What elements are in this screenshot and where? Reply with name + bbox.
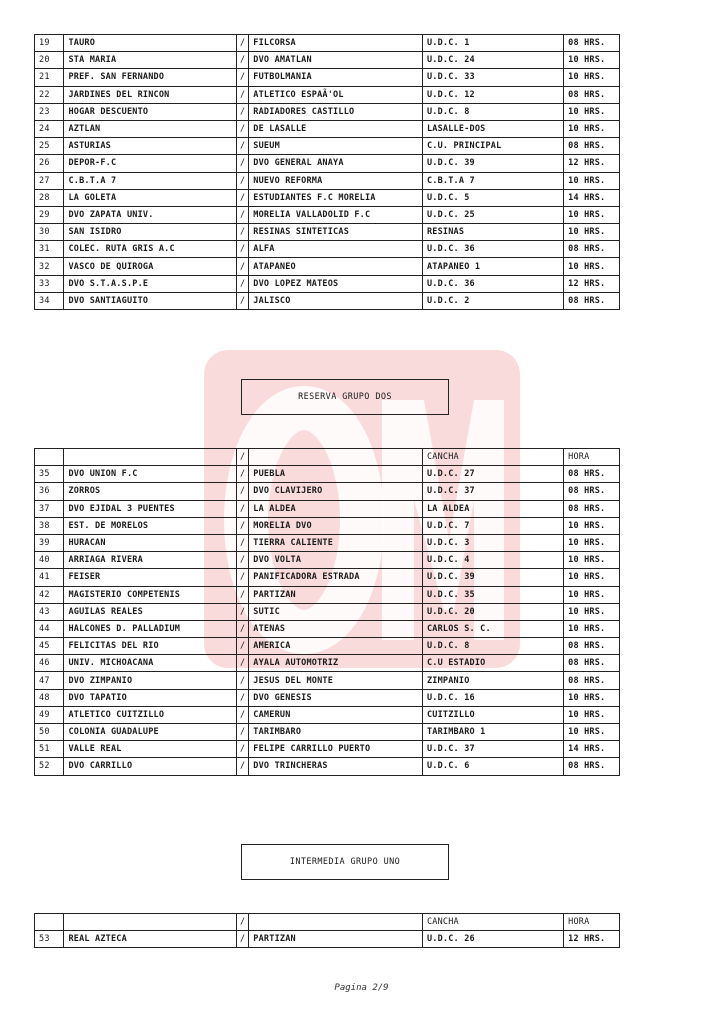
table-row xyxy=(35,655,620,672)
header-match-number-cell xyxy=(35,914,64,931)
header-match-number-cell xyxy=(35,449,64,466)
match-number-cell: 24 xyxy=(35,120,64,137)
home-team-cell: AZTLAN xyxy=(64,120,237,137)
separator-cell: / xyxy=(237,931,249,948)
match-number-cell: 51 xyxy=(35,741,64,758)
hour-cell: 10 HRS. xyxy=(564,706,620,723)
separator-cell: / xyxy=(237,741,249,758)
table-row xyxy=(35,155,620,172)
home-team-cell: SAN ISIDRO xyxy=(64,224,237,241)
home-team-cell: DVO EJIDAL 3 PUENTES xyxy=(64,500,237,517)
match-number-cell: 48 xyxy=(35,689,64,706)
separator-cell: / xyxy=(237,69,249,86)
away-team-cell: ATLETICO ESPAÃ'OL xyxy=(249,86,423,103)
separator-cell: / xyxy=(237,120,249,137)
header-hour-cell: HORA xyxy=(564,914,620,931)
separator-cell: / xyxy=(237,758,249,775)
hour-cell: 10 HRS. xyxy=(564,689,620,706)
hour-cell: 12 HRS. xyxy=(564,155,620,172)
separator-cell: / xyxy=(237,500,249,517)
venue-cell: U.D.C. 12 xyxy=(422,86,563,103)
section-title-reserva-grupo-dos: RESERVA GRUPO DOS xyxy=(241,379,449,415)
venue-cell: U.D.C. 27 xyxy=(422,466,563,483)
hour-cell: 10 HRS. xyxy=(564,172,620,189)
away-team-cell: PARTIZAN xyxy=(249,586,423,603)
fixtures-table-reserva-grupo-dos xyxy=(34,448,620,776)
hour-cell: 12 HRS. xyxy=(564,275,620,292)
home-team-cell: PREF. SAN FERNANDO xyxy=(64,69,237,86)
hour-cell: 10 HRS. xyxy=(564,120,620,137)
hour-cell: 10 HRS. xyxy=(564,258,620,275)
home-team-cell: ZORROS xyxy=(64,483,237,500)
match-number-cell: 50 xyxy=(35,724,64,741)
table-row xyxy=(35,552,620,569)
separator-cell: / xyxy=(237,189,249,206)
header-hour-cell: HORA xyxy=(564,449,620,466)
home-team-cell: ATLETICO CUITZILLO xyxy=(64,706,237,723)
match-number-cell: 22 xyxy=(35,86,64,103)
hour-cell: 08 HRS. xyxy=(564,138,620,155)
table-row xyxy=(35,120,620,137)
home-team-cell: ASTURIAS xyxy=(64,138,237,155)
hour-cell: 08 HRS. xyxy=(564,86,620,103)
hour-cell: 08 HRS. xyxy=(564,672,620,689)
home-team-cell: VASCO DE QUIROGA xyxy=(64,258,237,275)
table-row xyxy=(35,672,620,689)
venue-cell: U.D.C. 2 xyxy=(422,292,563,309)
header-separator-cell: / xyxy=(237,449,249,466)
match-number-cell: 29 xyxy=(35,206,64,223)
hour-cell: 10 HRS. xyxy=(564,52,620,69)
hour-cell: 10 HRS. xyxy=(564,569,620,586)
venue-cell: U.D.C. 36 xyxy=(422,275,563,292)
table-row xyxy=(35,500,620,517)
match-number-cell: 49 xyxy=(35,706,64,723)
away-team-cell: DVO LOPEZ MATEOS xyxy=(249,275,423,292)
separator-cell: / xyxy=(237,52,249,69)
table-row xyxy=(35,138,620,155)
table-row xyxy=(35,35,620,52)
hour-cell: 08 HRS. xyxy=(564,292,620,309)
venue-cell: U.D.C. 4 xyxy=(422,552,563,569)
table-row xyxy=(35,466,620,483)
match-number-cell: 38 xyxy=(35,517,64,534)
home-team-cell: MAGISTERIO COMPETENIS xyxy=(64,586,237,603)
venue-cell: C.B.T.A 7 xyxy=(422,172,563,189)
away-team-cell: MORELIA DVO xyxy=(249,517,423,534)
table-header-row xyxy=(35,449,620,466)
fixtures-table-continued xyxy=(34,34,620,310)
home-team-cell: VALLE REAL xyxy=(64,741,237,758)
home-team-cell: HALCONES D. PALLADIUM xyxy=(64,620,237,637)
home-team-cell: AGUILAS REALES xyxy=(64,603,237,620)
away-team-cell: ESTUDIANTES F.C MORELIA xyxy=(249,189,423,206)
separator-cell: / xyxy=(237,258,249,275)
away-team-cell: DVO AMATLAN xyxy=(249,52,423,69)
hour-cell: 10 HRS. xyxy=(564,103,620,120)
away-team-cell: AMERICA xyxy=(249,638,423,655)
away-team-cell: RESINAS SINTETICAS xyxy=(249,224,423,241)
hour-cell: 10 HRS. xyxy=(564,586,620,603)
home-team-cell: DVO TAPATIO xyxy=(64,689,237,706)
home-team-cell: JARDINES DEL RINCON xyxy=(64,86,237,103)
table-row xyxy=(35,292,620,309)
header-home-team-cell xyxy=(64,449,237,466)
separator-cell: / xyxy=(237,103,249,120)
venue-cell: U.D.C. 5 xyxy=(422,189,563,206)
home-team-cell: REAL AZTECA xyxy=(64,931,237,948)
match-number-cell: 34 xyxy=(35,292,64,309)
separator-cell: / xyxy=(237,689,249,706)
away-team-cell: DVO GENESIS xyxy=(249,689,423,706)
hour-cell: 10 HRS. xyxy=(564,517,620,534)
table-header-row xyxy=(35,914,620,931)
venue-cell: RESINAS xyxy=(422,224,563,241)
table-row xyxy=(35,275,620,292)
match-number-cell: 28 xyxy=(35,189,64,206)
table-row xyxy=(35,52,620,69)
hour-cell: 14 HRS. xyxy=(564,189,620,206)
match-number-cell: 46 xyxy=(35,655,64,672)
match-number-cell: 26 xyxy=(35,155,64,172)
separator-cell: / xyxy=(237,483,249,500)
separator-cell: / xyxy=(237,224,249,241)
venue-cell: U.D.C. 37 xyxy=(422,741,563,758)
match-number-cell: 39 xyxy=(35,534,64,551)
home-team-cell: DVO ZIMPANIO xyxy=(64,672,237,689)
match-number-cell: 41 xyxy=(35,569,64,586)
hour-cell: 08 HRS. xyxy=(564,241,620,258)
hour-cell: 08 HRS. xyxy=(564,35,620,52)
away-team-cell: DE LASALLE xyxy=(249,120,423,137)
header-home-team-cell xyxy=(64,914,237,931)
table-row xyxy=(35,258,620,275)
hour-cell: 10 HRS. xyxy=(564,534,620,551)
venue-cell: LA ALDEA xyxy=(422,500,563,517)
match-number-cell: 25 xyxy=(35,138,64,155)
away-team-cell: SUEUM xyxy=(249,138,423,155)
hour-cell: 14 HRS. xyxy=(564,741,620,758)
venue-cell: U.D.C. 36 xyxy=(422,241,563,258)
fixtures-table-intermedia-grupo-uno xyxy=(34,913,620,948)
home-team-cell: UNIV. MICHOACANA xyxy=(64,655,237,672)
match-number-cell: 23 xyxy=(35,103,64,120)
home-team-cell: FEISER xyxy=(64,569,237,586)
venue-cell: C.U ESTADIO xyxy=(422,655,563,672)
venue-cell: U.D.C. 7 xyxy=(422,517,563,534)
venue-cell: U.D.C. 39 xyxy=(422,569,563,586)
section-title-intermedia-grupo-uno: INTERMEDIA GRUPO UNO xyxy=(241,844,449,880)
hour-cell: 10 HRS. xyxy=(564,620,620,637)
venue-cell: ZIMPANIO xyxy=(422,672,563,689)
home-team-cell: COLEC. RUTA GRIS A.C xyxy=(64,241,237,258)
header-away-team-cell xyxy=(249,914,423,931)
home-team-cell: FELICITAS DEL RIO xyxy=(64,638,237,655)
header-venue-cell: CANCHA xyxy=(422,449,563,466)
match-number-cell: 30 xyxy=(35,224,64,241)
match-number-cell: 19 xyxy=(35,35,64,52)
away-team-cell: ATAPANEO xyxy=(249,258,423,275)
match-number-cell: 43 xyxy=(35,603,64,620)
hour-cell: 08 HRS. xyxy=(564,655,620,672)
venue-cell: TARIMBARO 1 xyxy=(422,724,563,741)
away-team-cell: FELIPE CARRILLO PUERTO xyxy=(249,741,423,758)
home-team-cell: EST. DE MORELOS xyxy=(64,517,237,534)
away-team-cell: PANIFICADORA ESTRADA xyxy=(249,569,423,586)
venue-cell: U.D.C. 24 xyxy=(422,52,563,69)
header-away-team-cell xyxy=(249,449,423,466)
separator-cell: / xyxy=(237,206,249,223)
match-number-cell: 31 xyxy=(35,241,64,258)
table-row xyxy=(35,741,620,758)
table-row xyxy=(35,224,620,241)
away-team-cell: ALFA xyxy=(249,241,423,258)
venue-cell: U.D.C. 33 xyxy=(422,69,563,86)
separator-cell: / xyxy=(237,724,249,741)
separator-cell: / xyxy=(237,552,249,569)
away-team-cell: NUEVO REFORMA xyxy=(249,172,423,189)
header-separator-cell: / xyxy=(237,914,249,931)
table-row xyxy=(35,689,620,706)
separator-cell: / xyxy=(237,86,249,103)
match-number-cell: 36 xyxy=(35,483,64,500)
away-team-cell: SUTIC xyxy=(249,603,423,620)
away-team-cell: DVO CLAVIJERO xyxy=(249,483,423,500)
hour-cell: 08 HRS. xyxy=(564,483,620,500)
home-team-cell: HURACAN xyxy=(64,534,237,551)
venue-cell: U.D.C. 1 xyxy=(422,35,563,52)
page-number: Pagina 2/9 xyxy=(334,983,389,993)
match-number-cell: 20 xyxy=(35,52,64,69)
separator-cell: / xyxy=(237,172,249,189)
separator-cell: / xyxy=(237,241,249,258)
away-team-cell: DVO TRINCHERAS xyxy=(249,758,423,775)
header-venue-cell: CANCHA xyxy=(422,914,563,931)
separator-cell: / xyxy=(237,466,249,483)
home-team-cell: HOGAR DESCUENTO xyxy=(64,103,237,120)
match-number-cell: 32 xyxy=(35,258,64,275)
away-team-cell: MORELIA VALLADOLID F.C xyxy=(249,206,423,223)
table-row xyxy=(35,569,620,586)
home-team-cell: TAURO xyxy=(64,35,237,52)
venue-cell: U.D.C. 8 xyxy=(422,638,563,655)
home-team-cell: DVO UNION F.C xyxy=(64,466,237,483)
match-number-cell: 21 xyxy=(35,69,64,86)
table-row xyxy=(35,706,620,723)
hour-cell: 10 HRS. xyxy=(564,69,620,86)
match-number-cell: 44 xyxy=(35,620,64,637)
venue-cell: U.D.C. 8 xyxy=(422,103,563,120)
separator-cell: / xyxy=(237,275,249,292)
home-team-cell: DVO S.T.A.S.P.E xyxy=(64,275,237,292)
hour-cell: 12 HRS. xyxy=(564,931,620,948)
venue-cell: U.D.C. 16 xyxy=(422,689,563,706)
table-row xyxy=(35,241,620,258)
separator-cell: / xyxy=(237,292,249,309)
table-row xyxy=(35,86,620,103)
home-team-cell: LA GOLETA xyxy=(64,189,237,206)
home-team-cell: DEPOR-F.C xyxy=(64,155,237,172)
home-team-cell: ARRIAGA RIVERA xyxy=(64,552,237,569)
hour-cell: 08 HRS. xyxy=(564,638,620,655)
hour-cell: 10 HRS. xyxy=(564,206,620,223)
separator-cell: / xyxy=(237,586,249,603)
table-row xyxy=(35,172,620,189)
hour-cell: 10 HRS. xyxy=(564,224,620,241)
venue-cell: CUITZILLO xyxy=(422,706,563,723)
hour-cell: 10 HRS. xyxy=(564,603,620,620)
table-row xyxy=(35,758,620,775)
home-team-cell: C.B.T.A 7 xyxy=(64,172,237,189)
separator-cell: / xyxy=(237,155,249,172)
table-row xyxy=(35,517,620,534)
away-team-cell: RADIADORES CASTILLO xyxy=(249,103,423,120)
separator-cell: / xyxy=(237,35,249,52)
away-team-cell: TIERRA CALIENTE xyxy=(249,534,423,551)
away-team-cell: JESUS DEL MONTE xyxy=(249,672,423,689)
venue-cell: U.D.C. 37 xyxy=(422,483,563,500)
table-row xyxy=(35,724,620,741)
separator-cell: / xyxy=(237,138,249,155)
separator-cell: / xyxy=(237,706,249,723)
table-row xyxy=(35,638,620,655)
table-row xyxy=(35,103,620,120)
venue-cell: LASALLE-DOS xyxy=(422,120,563,137)
hour-cell: 08 HRS. xyxy=(564,466,620,483)
match-number-cell: 35 xyxy=(35,466,64,483)
away-team-cell: PUEBLA xyxy=(249,466,423,483)
venue-cell: ATAPANEO 1 xyxy=(422,258,563,275)
separator-cell: / xyxy=(237,620,249,637)
away-team-cell: AYALA AUTOMOTRIZ xyxy=(249,655,423,672)
separator-cell: / xyxy=(237,569,249,586)
away-team-cell: FILCORSA xyxy=(249,35,423,52)
venue-cell: U.D.C. 20 xyxy=(422,603,563,620)
home-team-cell: COLONIA GUADALUPE xyxy=(64,724,237,741)
away-team-cell: LA ALDEA xyxy=(249,500,423,517)
venue-cell: U.D.C. 6 xyxy=(422,758,563,775)
home-team-cell: DVO SANTIAGUITO xyxy=(64,292,237,309)
venue-cell: CARLOS S. C. xyxy=(422,620,563,637)
away-team-cell: FUTBOLMANIA xyxy=(249,69,423,86)
separator-cell: / xyxy=(237,672,249,689)
away-team-cell: DVO GENERAL ANAYA xyxy=(249,155,423,172)
separator-cell: / xyxy=(237,638,249,655)
table-row xyxy=(35,69,620,86)
home-team-cell: DVO CARRILLO xyxy=(64,758,237,775)
away-team-cell: ATENAS xyxy=(249,620,423,637)
separator-cell: / xyxy=(237,534,249,551)
hour-cell: 08 HRS. xyxy=(564,500,620,517)
match-number-cell: 47 xyxy=(35,672,64,689)
match-number-cell: 42 xyxy=(35,586,64,603)
match-number-cell: 45 xyxy=(35,638,64,655)
match-number-cell: 37 xyxy=(35,500,64,517)
table-row xyxy=(35,931,620,948)
away-team-cell: DVO VOLTA xyxy=(249,552,423,569)
venue-cell: U.D.C. 3 xyxy=(422,534,563,551)
table-row xyxy=(35,189,620,206)
match-number-cell: 27 xyxy=(35,172,64,189)
table-row xyxy=(35,603,620,620)
venue-cell: U.D.C. 39 xyxy=(422,155,563,172)
table-row xyxy=(35,483,620,500)
separator-cell: / xyxy=(237,603,249,620)
away-team-cell: JALISCO xyxy=(249,292,423,309)
table-row xyxy=(35,206,620,223)
match-number-cell: 52 xyxy=(35,758,64,775)
separator-cell: / xyxy=(237,655,249,672)
venue-cell: U.D.C. 25 xyxy=(422,206,563,223)
table-row xyxy=(35,620,620,637)
away-team-cell: CAMERUN xyxy=(249,706,423,723)
venue-cell: C.U. PRINCIPAL xyxy=(422,138,563,155)
table-row xyxy=(35,534,620,551)
home-team-cell: DVO ZAPATA UNIV. xyxy=(64,206,237,223)
hour-cell: 08 HRS. xyxy=(564,758,620,775)
away-team-cell: TARIMBARO xyxy=(249,724,423,741)
home-team-cell: STA MARIA xyxy=(64,52,237,69)
match-number-cell: 33 xyxy=(35,275,64,292)
hour-cell: 10 HRS. xyxy=(564,552,620,569)
away-team-cell: PARTIZAN xyxy=(249,931,423,948)
venue-cell: U.D.C. 35 xyxy=(422,586,563,603)
hour-cell: 10 HRS. xyxy=(564,724,620,741)
match-number-cell: 40 xyxy=(35,552,64,569)
match-number-cell: 53 xyxy=(35,931,64,948)
venue-cell: U.D.C. 26 xyxy=(422,931,563,948)
separator-cell: / xyxy=(237,517,249,534)
table-row xyxy=(35,586,620,603)
